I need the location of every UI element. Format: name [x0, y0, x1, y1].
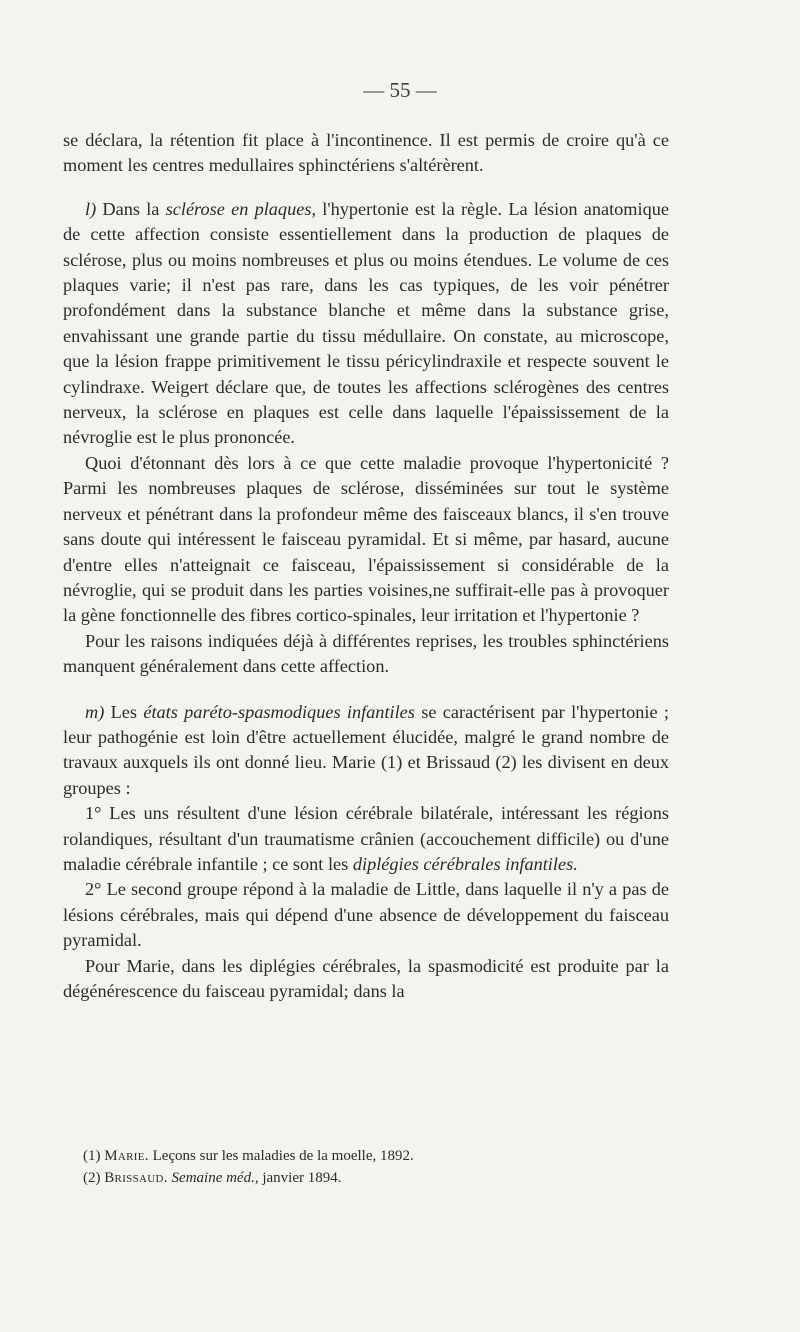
footnote-2	[83, 1167, 663, 1189]
paragraph-5-body: se caractérisent par l'hypertonie ; leur pathogénie est loin d'être actuellement élucidée, malgré le grand nombre de travaux auxquels ils ont donné lieu. Marie (1) et Brissaud (2) les divisent en deux groupes :	[63, 701, 669, 798]
paragraph-6-body: 1° Les uns résultent d'une lésion cérébrale bilatérale, intéressant les régions rolandiques, résultant d'un traumatisme crânien (accouchement difficile) ou d'une maladie cérébrale infantile ; ce sont les	[63, 803, 669, 874]
paragraph-sclerose-en-plaques	[63, 197, 669, 451]
term-sclerose-en-plaques: sclérose en plaques,	[165, 198, 317, 219]
paragraph-2-body: l'hypertonie est la règle. La lésion anatomique de cette affection consiste essentiellement dans la production de plaques de sclérose, plus ou moins nombreuses et plus ou moins étendues. Le volume de ces plaques varie; il n'est pas rare, dans les cas typiques, de les voir pénétrer profondément dans la substance blanche et même dans la substance grise, envahissant une grande partie du tissu médullaire. On constate, au microscope, que la lésion frappe primitivement le tissu péricylindraxile et respecte souvent le cylindraxe. Weigert déclare que, de toutes les affections sclérogènes des centres nerveux, la sclérose en plaques est celle dans laquelle l'épaississement de la névroglie est le plus prononcée.	[63, 198, 669, 448]
paragraph-8: Pour Marie, dans les diplégies cérébrales, la spasmodicité est produite par la dégénérescence du faisceau pyramidal; dans la	[63, 955, 669, 1001]
footnote-text: Leçons sur les maladies de la moelle, 1892.	[152, 1148, 414, 1164]
paragraph-5-pre: Les	[110, 701, 138, 722]
paragraph-2-pre: Dans la	[102, 198, 160, 219]
term-etats-pareto-spasmodiques: états paréto-spasmodiques infantiles	[143, 701, 415, 722]
footnote-text: janvier 1894.	[262, 1170, 342, 1186]
footnote-number: (2)	[83, 1170, 101, 1186]
footnotes	[83, 1145, 663, 1189]
paragraph-6	[63, 801, 669, 877]
paragraph-etats-pareto-spasmodiques	[63, 700, 669, 802]
page-number: — 55 —	[363, 78, 437, 102]
term-diplegies-cerebrales: diplégies cérébrales infantiles.	[352, 853, 578, 874]
paragraph-1: se déclara, la rétention fit place à l'incontinence. Il est permis de croire qu'à ce moment les centres medullaires sphinctériens s'altérèrent.	[63, 130, 669, 176]
section-label-m: m)	[85, 701, 105, 722]
paragraph-3: Quoi d'étonnant dès lors à ce que cette maladie provoque l'hypertonicité ? Parmi les nombreuses plaques de sclérose, disséminées sur tout le système nerveux et pénétrant dans la profondeur même des faisceaux blancs, il s'en trouve sans doute qui intéressent le faisceau pyramidal. Et si même, par hasard, aucune d'entre elles n'atteignait ce faisceau, l'épaississement si considérable de la névroglie, qui se produit dans les parties voisines,ne suffirait-elle pas à provoquer la gène fonctionnelle des fibres cortico-spinales, leur irritation et l'hypertonie ?	[63, 452, 669, 626]
footnote-author: Brissaud.	[104, 1170, 168, 1186]
footnote-number: (1)	[83, 1148, 101, 1164]
paragraph-4: Pour les raisons indiquées déjà à différentes reprises, les troubles sphinctériens manquent généralement dans cette affection.	[63, 630, 669, 677]
paragraph-7: 2° Le second groupe répond à la maladie de Little, dans laquelle il n'y a pas de lésions cérébrales, mais qui dépend d'une absence de développement du faisceau pyramidal.	[63, 879, 669, 951]
footnote-1	[83, 1145, 663, 1167]
section-label-l: l)	[85, 198, 97, 219]
footnote-journal: Semaine méd.,	[171, 1170, 259, 1186]
body-text	[63, 128, 669, 1004]
footnote-author: Marie.	[104, 1148, 149, 1164]
